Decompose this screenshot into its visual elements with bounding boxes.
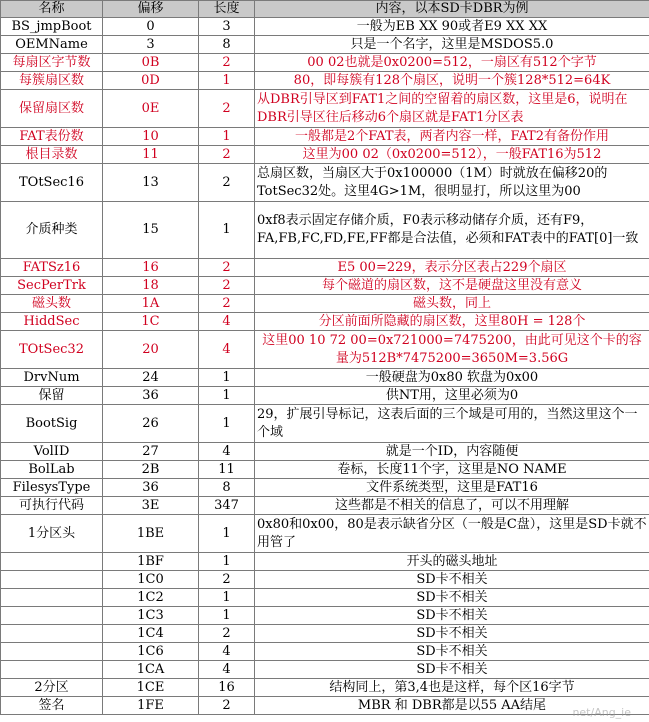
- cell-length: 4: [199, 443, 255, 461]
- cell-content: 从DBR引导区到FAT1之间的空留着的扇区数，这里是6，说明在DBR引导区往后移动6个扇区就是FAT1分区表: [255, 90, 649, 128]
- cell-content: 00 02也就是0x0200=512，一扇区有512个字节: [255, 54, 649, 72]
- cell-length: 2: [199, 697, 255, 715]
- cell-name: FATSz16: [1, 259, 103, 277]
- cell-name: 1分区头: [1, 515, 103, 553]
- cell-offset: 36: [103, 387, 199, 405]
- cell-length: 11: [199, 461, 255, 479]
- cell-content: SD卡不相关: [255, 625, 649, 643]
- cell-name: [1, 661, 103, 679]
- table-row: [1, 607, 649, 625]
- cell-content: 只是一个名字，这里是MSDOS5.0: [255, 36, 649, 54]
- cell-content: SD卡不相关: [255, 661, 649, 679]
- table-row: [1, 295, 649, 313]
- cell-offset: 1C0: [103, 571, 199, 589]
- cell-content: SD卡不相关: [255, 589, 649, 607]
- cell-length: 2: [199, 259, 255, 277]
- cell-name: [1, 589, 103, 607]
- cell-content: 卷标，长度11个字，这里是NO NAME: [255, 461, 649, 479]
- table-row: [1, 387, 649, 405]
- cell-content: SD卡不相关: [255, 607, 649, 625]
- cell-name: FilesysType: [1, 479, 103, 497]
- cell-offset: 10: [103, 128, 199, 146]
- header-name: 名称: [1, 1, 103, 18]
- table-row: [1, 54, 649, 72]
- cell-length: 2: [199, 54, 255, 72]
- cell-content: 这里为00 02（0x0200=512），一般FAT16为512: [255, 146, 649, 164]
- cell-length: 1: [199, 72, 255, 90]
- cell-content: SD卡不相关: [255, 643, 649, 661]
- cell-offset: 0D: [103, 72, 199, 90]
- cell-offset: 3: [103, 36, 199, 54]
- cell-content: 结构同上，第3,4也是这样，每个区16字节: [255, 679, 649, 697]
- cell-offset: 1FE: [103, 697, 199, 715]
- table-row: [1, 18, 649, 36]
- cell-name: DrvNum: [1, 369, 103, 387]
- cell-name: [1, 571, 103, 589]
- cell-content: 一般硬盘为0x80 软盘为0x00: [255, 369, 649, 387]
- cell-length: 4: [199, 643, 255, 661]
- table-row: [1, 679, 649, 697]
- table-row: [1, 313, 649, 331]
- cell-length: 1: [199, 128, 255, 146]
- cell-content: 开头的磁头地址: [255, 553, 649, 571]
- cell-offset: 18: [103, 277, 199, 295]
- cell-content: SD卡不相关: [255, 571, 649, 589]
- cell-length: 2: [199, 571, 255, 589]
- cell-name: 介质种类: [1, 202, 103, 259]
- header-length: 长度: [199, 1, 255, 18]
- cell-length: 2: [199, 625, 255, 643]
- table-row: [1, 625, 649, 643]
- table-row: [1, 461, 649, 479]
- cell-length: 4: [199, 331, 255, 369]
- table-row: [1, 36, 649, 54]
- cell-content: 0xf8表示固定存储介质，F0表示移动储存介质，还有F9，FA,FB,FC,FD,FE,FF都是合法值，必须和FAT表中的FAT[0]一致: [255, 202, 649, 259]
- cell-content: 分区前面所隐藏的扇区数，这里80H = 128个: [255, 313, 649, 331]
- cell-offset: 1CA: [103, 661, 199, 679]
- cell-name: TOtSec16: [1, 164, 103, 202]
- cell-offset: 1BF: [103, 553, 199, 571]
- watermark: net/Ang_ie: [572, 706, 631, 719]
- cell-offset: 1C6: [103, 643, 199, 661]
- cell-name: BootSig: [1, 405, 103, 443]
- cell-length: 1: [199, 405, 255, 443]
- cell-offset: 2B: [103, 461, 199, 479]
- header-content: 内容，以本SD卡DBR为例: [255, 1, 649, 18]
- header-row: [1, 1, 649, 18]
- cell-length: 3: [199, 18, 255, 36]
- cell-name: TOtSec32: [1, 331, 103, 369]
- table-row: [1, 697, 649, 715]
- cell-name: 签名: [1, 697, 103, 715]
- cell-content: 29，扩展引导标记，这表后面的三个域是可用的，当然这里这个一个域: [255, 405, 649, 443]
- cell-name: 根目录数: [1, 146, 103, 164]
- cell-name: SecPerTrk: [1, 277, 103, 295]
- cell-name: 保留扇区数: [1, 90, 103, 128]
- cell-offset: 24: [103, 369, 199, 387]
- table-row: [1, 443, 649, 461]
- table-row: [1, 643, 649, 661]
- cell-content: 0x80和0x00，80是表示缺省分区（一般是C盘），这里是SD卡就不用管了: [255, 515, 649, 553]
- cell-length: 1: [199, 369, 255, 387]
- cell-name: 每簇扇区数: [1, 72, 103, 90]
- cell-length: 2: [199, 277, 255, 295]
- cell-name: 保留: [1, 387, 103, 405]
- cell-name: 2分区: [1, 679, 103, 697]
- cell-offset: 11: [103, 146, 199, 164]
- cell-length: 1: [199, 387, 255, 405]
- table-row: [1, 553, 649, 571]
- cell-offset: 27: [103, 443, 199, 461]
- cell-offset: 1C3: [103, 607, 199, 625]
- cell-content: 这些都是不相关的信息了，可以不用理解: [255, 497, 649, 515]
- cell-length: 8: [199, 36, 255, 54]
- cell-offset: 1BE: [103, 515, 199, 553]
- table-row: [1, 90, 649, 128]
- table-row: [1, 497, 649, 515]
- cell-content: MBR 和 DBR都是以55 AA结尾: [255, 697, 649, 715]
- cell-content: 80，即每簇有128个扇区，说明一个簇128*512=64K: [255, 72, 649, 90]
- cell-name: OEMName: [1, 36, 103, 54]
- cell-content: 就是一个ID，内容随便: [255, 443, 649, 461]
- cell-name: 磁头数: [1, 295, 103, 313]
- cell-name: [1, 607, 103, 625]
- table-row: [1, 479, 649, 497]
- table-row: [1, 405, 649, 443]
- cell-offset: 1C: [103, 313, 199, 331]
- table-row: [1, 146, 649, 164]
- cell-content: 供NT用，这里必须为0: [255, 387, 649, 405]
- table-row: [1, 72, 649, 90]
- table-row: [1, 277, 649, 295]
- cell-length: 2: [199, 146, 255, 164]
- cell-content: 这里00 10 72 00=0x721000=7475200，由此可见这个卡的容量为512B*7475200=3650M=3.56G: [255, 331, 649, 369]
- cell-content: 一般为EB XX 90或者E9 XX XX: [255, 18, 649, 36]
- cell-offset: 3E: [103, 497, 199, 515]
- cell-length: 1: [199, 202, 255, 259]
- cell-length: 1: [199, 589, 255, 607]
- cell-offset: 0B: [103, 54, 199, 72]
- cell-length: 4: [199, 313, 255, 331]
- table-row: [1, 202, 649, 259]
- cell-offset: 13: [103, 164, 199, 202]
- cell-offset: 16: [103, 259, 199, 277]
- cell-offset: 1A: [103, 295, 199, 313]
- cell-content: E5 00=229，表示分区表占229个扇区: [255, 259, 649, 277]
- cell-name: 可执行代码: [1, 497, 103, 515]
- cell-offset: 20: [103, 331, 199, 369]
- cell-length: 16: [199, 679, 255, 697]
- cell-offset: 15: [103, 202, 199, 259]
- table-row: [1, 164, 649, 202]
- cell-content: 磁头数，同上: [255, 295, 649, 313]
- cell-name: BS_jmpBoot: [1, 18, 103, 36]
- cell-length: 2: [199, 90, 255, 128]
- cell-length: 1: [199, 553, 255, 571]
- cell-name: FAT表份数: [1, 128, 103, 146]
- cell-name: [1, 553, 103, 571]
- cell-length: 8: [199, 479, 255, 497]
- cell-length: 4: [199, 661, 255, 679]
- cell-content: 文件系统类型，这里是FAT16: [255, 479, 649, 497]
- table-row: [1, 128, 649, 146]
- cell-offset: 0E: [103, 90, 199, 128]
- cell-content: 每个磁道的扇区数，这不是硬盘这里没有意义: [255, 277, 649, 295]
- cell-offset: 1C4: [103, 625, 199, 643]
- cell-name: BolLab: [1, 461, 103, 479]
- cell-offset: 0: [103, 18, 199, 36]
- table-row: [1, 259, 649, 277]
- cell-length: 2: [199, 295, 255, 313]
- cell-length: 1: [199, 607, 255, 625]
- cell-name: VolID: [1, 443, 103, 461]
- table-row: [1, 661, 649, 679]
- table-row: [1, 515, 649, 553]
- cell-name: HiddSec: [1, 313, 103, 331]
- cell-offset: 26: [103, 405, 199, 443]
- cell-name: 每扇区字节数: [1, 54, 103, 72]
- cell-length: 347: [199, 497, 255, 515]
- cell-offset: 36: [103, 479, 199, 497]
- table-row: [1, 589, 649, 607]
- cell-content: 一般都是2个FAT表，两者内容一样，FAT2有备份作用: [255, 128, 649, 146]
- table-row: [1, 369, 649, 387]
- table-row: [1, 571, 649, 589]
- cell-name: [1, 625, 103, 643]
- cell-offset: 1CE: [103, 679, 199, 697]
- cell-length: 1: [199, 515, 255, 553]
- header-offset: 偏移: [103, 1, 199, 18]
- cell-name: [1, 643, 103, 661]
- cell-offset: 1C2: [103, 589, 199, 607]
- cell-content: 总扇区数，当扇区大于0x100000（1M）时就放在偏移20的TotSec32处。这里4G>1M，很明显打，所以这里为00: [255, 164, 649, 202]
- cell-length: 2: [199, 164, 255, 202]
- table-row: [1, 331, 649, 369]
